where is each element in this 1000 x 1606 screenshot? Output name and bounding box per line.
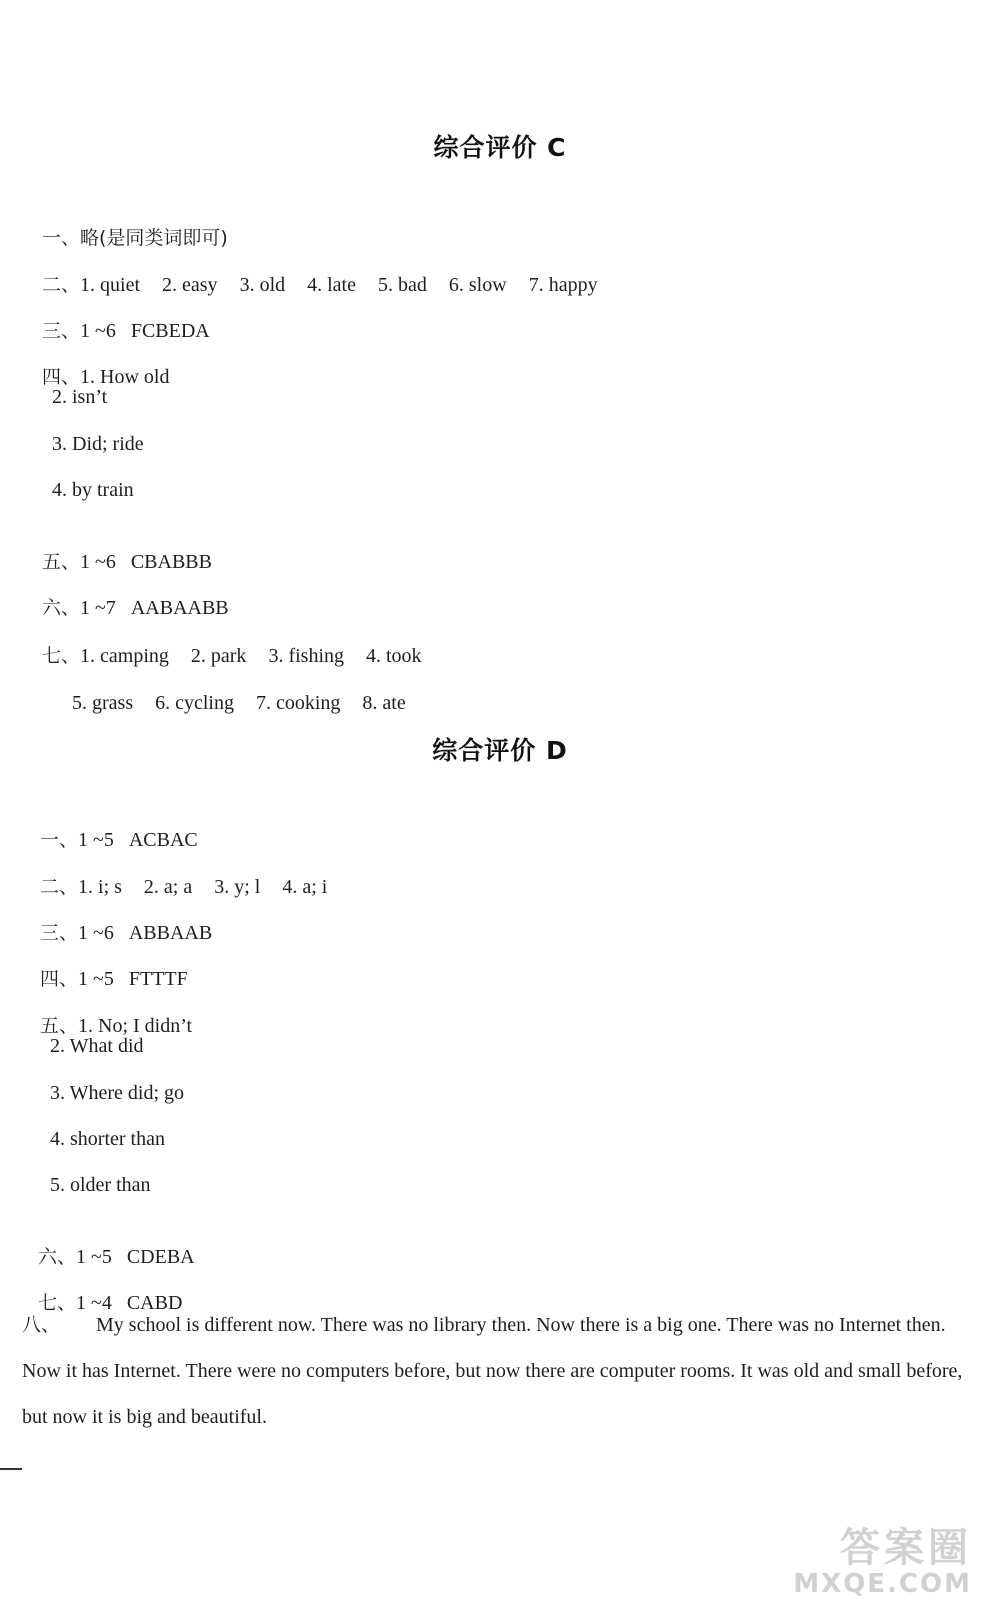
watermark-top: 答案圈 (840, 1525, 972, 1571)
c-q7-item: 5. grass (72, 692, 134, 714)
c-q2-item: 4. late (307, 274, 356, 296)
d-q4-label: 四、 (40, 968, 79, 990)
d-q5-item: 4. shorter than (50, 1128, 165, 1150)
c-q4-item: 4. by train (52, 479, 134, 501)
d-q4-text: 1 ~5 FTTTF (78, 968, 188, 990)
c-q3-label: 三、 (42, 320, 81, 342)
c-q7-item: 3. fishing (268, 645, 344, 667)
d-q7-label: 七、 (38, 1292, 77, 1314)
d-q3-text: 1 ~6 ABBAAB (78, 922, 213, 944)
d-q1-label: 一、 (40, 829, 79, 851)
section-d-title: 综合评价 D (432, 736, 568, 765)
d-q2-label: 二、 (40, 876, 79, 898)
c-q2-item: 5. bad (378, 274, 427, 296)
watermark-logo (793, 1526, 972, 1598)
d-q2-item: 2. a; a (143, 876, 193, 898)
c-q7-item: 7. cooking (255, 692, 341, 714)
c-q4-item: 3. Did; ride (52, 433, 144, 455)
d-q5-label: 五、 (40, 1015, 79, 1037)
d-q6-label: 六、 (38, 1246, 77, 1268)
d-q8 (22, 1302, 978, 1440)
c-q2-item: 6. slow (448, 274, 507, 296)
c-q4-item: 1. How old (80, 366, 170, 388)
d-q2-item: 4. a; i (282, 876, 328, 898)
footer-rule (0, 1468, 22, 1470)
d-q8-paragraph: My school is different now. There was no library then. Now there is a big one. There was no Internet then. Now it has Internet. There were no computers before, but now there are computer rooms. It was old and small before, but now it is big and beautiful. (22, 1314, 963, 1428)
c-q5-text: 1 ~6 CBABBB (80, 551, 212, 573)
d-q2-item: 1. i; s (78, 876, 122, 898)
c-q2-item: 1. quiet (80, 274, 141, 296)
c-q7-item: 8. ate (362, 692, 406, 714)
c-q5-label: 五、 (42, 551, 81, 573)
d-q3-label: 三、 (40, 922, 79, 944)
c-q1-label: 一、 (42, 227, 81, 249)
d-q7-text: 1 ~4 CABD (76, 1292, 183, 1314)
c-q7-item: 4. took (366, 645, 422, 667)
c-q4-label: 四、 (42, 366, 81, 388)
c-q1-text: 略(是同类词即可) (80, 227, 228, 249)
d-q5-item: 3. Where did; go (50, 1082, 185, 1104)
d-q1-text: 1 ~5 ACBAC (78, 829, 198, 851)
d-q5-item: 2. What did (50, 1035, 144, 1057)
d-q2-item: 3. y; l (214, 876, 261, 898)
c-q6-text: 1 ~7 AABAABB (80, 597, 229, 619)
d-q5-item: 1. No; I didn’t (78, 1015, 193, 1037)
d-q5-item: 5. older than (50, 1174, 151, 1196)
c-q4-item: 2. isn’t (52, 386, 108, 408)
c-q7-item: 6. cycling (155, 692, 234, 714)
c-q2-item: 2. easy (162, 274, 218, 296)
c-q6-label: 六、 (42, 597, 81, 619)
c-q7-label: 七、 (42, 645, 81, 667)
watermark-bottom: MXQE.COM (793, 1569, 972, 1599)
section-c-title: 综合评价 C (433, 133, 567, 162)
d-q8-label: 八、 (22, 1314, 61, 1336)
c-q2-item: 3. old (239, 274, 286, 296)
c-q7-item: 2. park (190, 645, 247, 667)
c-q7-item: 1. camping (80, 645, 169, 667)
c-q2-label: 二、 (42, 274, 81, 296)
c-q2-item: 7. happy (528, 274, 598, 296)
c-q3-text: 1 ~6 FCBEDA (80, 320, 210, 342)
d-q6-text: 1 ~5 CDEBA (76, 1246, 195, 1268)
